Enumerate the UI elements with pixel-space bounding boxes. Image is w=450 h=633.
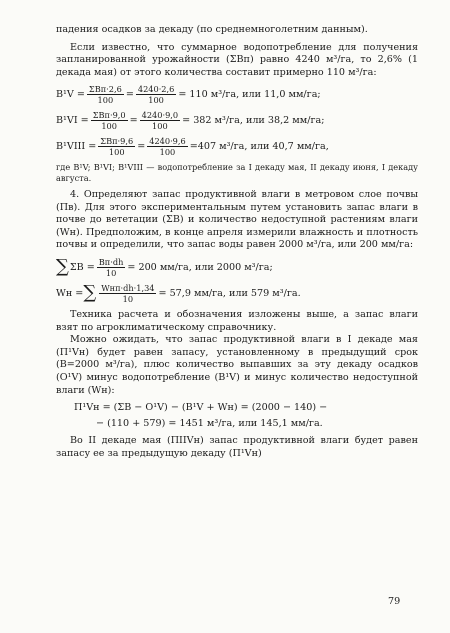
equation-3-frac-a <box>98 136 135 157</box>
equation-4-lhs: ΣВ = <box>69 261 95 273</box>
equation-3-num-a: ΣВп·9,6 <box>100 136 134 147</box>
equation-2: В¹VI = $\frac{\text{ΣВп·9,0}}{100}$ = $\frac{4240\cdot 9,0}{100}$ = 382 м³/га, или 38,2 мм/га; <box>56 110 325 132</box>
paragraph-4: Можно ожидать, что запас продуктивной влаги в I декаде мая (П¹Vн) будет равен запасу, установленному в предыдущий срок (В=2000 м³/га), плюс количество выпавших за эту декаду осадков (О¹V) минус водопотребление (В¹V) и минус количество недоступной влаги (Wн): <box>56 334 418 396</box>
paragraph-5: Во II декаде мая (ПIIVн) запас продуктивной влаги будет равен запасу ее за предыдущую декаду (П¹Vн) <box>56 435 418 459</box>
equation-4-rhs: = 200 мм/га, или 2000 м³/га; <box>127 261 273 273</box>
equation-1-num-a: ΣВп·2,6 <box>88 84 122 95</box>
paragraph-3: Техника расчета и обозначения изложены выше, а запас влаги взят по агроклиматическому справочнику. <box>56 308 418 333</box>
equation-1: В¹V = $\frac{\text{ΣВп·2,6}}{100}$ = $\frac{4240\cdot 2,6}{100}$ = 110 м³/га, или 11,0 мм/га; <box>56 84 321 106</box>
equation-4-frac <box>97 257 126 278</box>
equation-3-den-a: 100 <box>108 147 125 158</box>
equation-2-rhs: = 382 м³/га, или 38,2 мм/га; <box>182 115 325 127</box>
equation-6-line-1: П¹Vн = (ΣВ − О¹V) − (В¹V + Wн) = (2000 − 140) − <box>74 402 328 414</box>
equation-1-frac-b <box>136 84 176 105</box>
equation-3-num-b: 4240·9,6 <box>149 136 186 147</box>
equation-5-num: Wнп·dh·1,34 <box>101 282 155 293</box>
paragraph-top: падения осадков за декаду (по среднемноголетним данным). <box>56 24 368 35</box>
paragraph-1: Если известно, что суммарное водопотребление для получения запланированной урожайности (ΣВп) равно 4240 м³/га, то 2,6% (1 декада мая) от этого количества составит примерно 110 м³/га: <box>56 41 418 78</box>
sum-symbol: ∑ <box>56 256 69 278</box>
equation-4-den: 10 <box>105 267 117 278</box>
equation-4 <box>56 257 418 278</box>
equation-5-den: 10 <box>122 293 134 304</box>
equation-2-frac-a <box>91 110 128 131</box>
paragraph-2: 4. Определяют запас продуктивной влаги в метровом слое почвы (Пв). Для этого экспериментальным путем установить запас влаги в почве до вететации (ΣВ) и количество недоступной растениям влаги (Wн). Предположим, в конце апреля измерили влажность и плотность почвы и определили, что запас воды равен 2000 м³/га, или 200 мм/га: <box>56 188 418 251</box>
equation-3: В¹VIII = $\frac{\text{ΣВп·9,6}}{100}$ = $\frac{4240\cdot 9,6}{100}$ =407 м³/га, или 40,7 мм/га, <box>56 136 329 158</box>
equation-5-lhs: Wн = <box>56 287 84 299</box>
equation-1-num-b: 4240·2,6 <box>137 84 175 95</box>
equation-2-den-b: 100 <box>152 121 168 132</box>
equation-2-num-a: ΣВп·9,0 <box>92 110 126 121</box>
equation-4-num: Вп·dh <box>98 256 124 267</box>
equation-1-den-a: 100 <box>97 95 114 106</box>
equation-2-den-a: 100 <box>101 121 117 132</box>
equation-3-rhs: =407 м³/га, или 40,7 мм/га, <box>189 141 329 153</box>
equation-2-frac-b <box>140 110 180 131</box>
footnote: где В¹V; В¹VI; В¹VIII — водопотребление за I декаду мая, II декаду июня, I декаду августа. <box>56 162 418 184</box>
equation-3-den-b: 100 <box>159 147 176 158</box>
page-number: 79 <box>388 596 401 607</box>
sum-symbol: ∑ <box>83 282 97 304</box>
equation-5-frac <box>99 283 156 304</box>
document-page <box>56 24 418 460</box>
equation-3-lhs: В¹VIII = <box>56 141 97 153</box>
equation-1-rhs: = 110 м³/га, или 11,0 мм/га; <box>178 89 321 101</box>
equation-1-den-b: 100 <box>148 95 164 106</box>
equation-1-lhs: В¹V = <box>56 89 85 101</box>
equation-2-num-b: 4240·9,0 <box>141 110 179 121</box>
equation-1-frac-a <box>87 84 124 105</box>
equation-5-rhs: = 57,9 мм/га, или 579 м³/га. <box>158 287 301 299</box>
equation-5 <box>56 283 418 304</box>
equation-6-line-2: − (110 + 579) = 1451 м³/га, или 145,1 мм/га. <box>96 417 323 429</box>
equation-2-lhs: В¹VI = <box>56 115 89 127</box>
equation-3-frac-b <box>147 136 187 157</box>
